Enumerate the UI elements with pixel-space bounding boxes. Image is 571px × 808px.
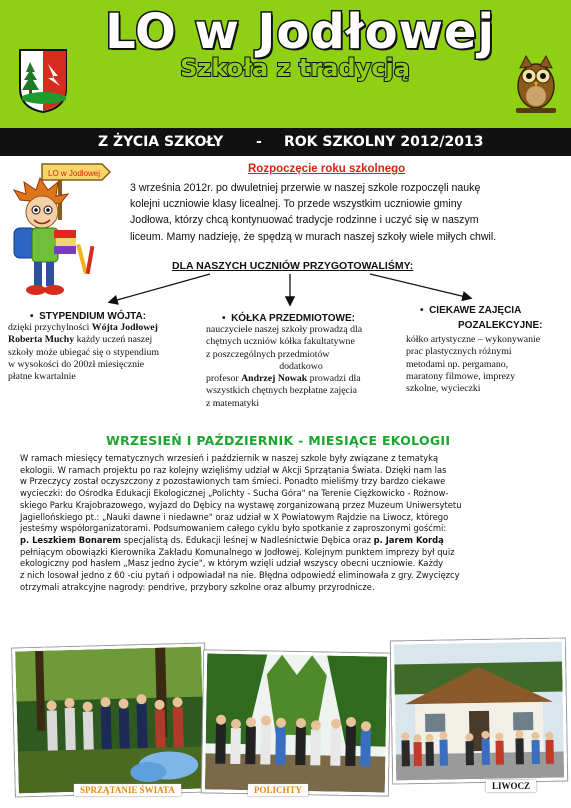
photo-forest-group-image [15,647,205,794]
offer-clubs-heading: • KÓŁKA PRZEDMIOTOWE: [222,313,355,324]
masthead-title: LO w Jodłowej [105,4,495,60]
photo-caption-liwocz: LIWOCZ [486,780,536,792]
photo-caption-cleanup: SPRZĄTANIE ŚWIATA [74,784,181,796]
body-line: 3 września 2012r. po dwuletniej przerwie w naszej szkole rozpoczęli naukę [130,182,481,194]
body-line: kolejni uczniowie klasy licealnej. To przede wszystkim uczniowie gminy [130,198,462,211]
section-banner [0,128,571,156]
banner-right-text: ROK SZKOLNY 2012/2013 [284,134,484,150]
coat-of-arms-icon [18,48,68,114]
body-line: Jodłowa, którzy chcą kontynuować tradycje rodzinne i uczyć się w naszym [130,214,479,227]
offer-heading: DLA NASZYCH UCZNIÓW PRZYGOTOWALIŚMY: [172,260,414,272]
owl-icon [512,52,560,114]
bullet-icon: • [420,305,430,316]
offer-stipend-heading: • STYPENDIUM WÓJTA: [30,311,147,322]
photo-world-cleanup [12,644,208,797]
photo-liwocz [391,638,567,783]
banner-left-text: Z ŻYCIA SZKOŁY [98,134,224,150]
photo-policht-group-image [205,653,387,792]
body-line: liceum. Mamy nadzieję, że spędzą w murach naszej szkoły wiele miłych chwil. [130,230,497,243]
photo-caption-policht: POLICHTY [248,784,308,796]
offer-activities-text: kółko artystyczne – wykonywanie prac plastycznych różnymi metodami np. pergamano, maratony filmowe, imprezy szkolne, wycieczki [406,334,541,395]
article-heading-ecology: WRZESIEŃ I PAŹDZIERNIK - MIESIĄCE EKOLOGII [106,433,451,448]
offer-stipend-text: dzięki przychylności Wójta Jodłowej Roberta Muchy każdy uczeń naszej szkoły może ubiegać się o stypendium w wysokości do 200zł miesięcznie płatne kwartalnie [8,322,160,383]
bullet-icon: • [30,311,40,322]
article-heading-school-year: Rozpoczęcie roku szkolnego [248,163,406,175]
photo-policht [202,650,390,795]
banner-dash: - [256,134,262,150]
masthead-subtitle: Szkoła z tradycją [180,54,410,82]
photo-liwocz-group-image [394,642,564,781]
bullet-icon: • [222,313,232,324]
article-body-ecology: W ramach miesięcy tematycznych wrzesień i październik w naszej szkole były związane z tematyką ekologii. W ramach projektu po raz kolejny wzięliśmy udział w Akcji Sprzątania Świata. Dzięki nam las w Przeczycy został oczyszczony z pozostawionych tam śmieci. Ponadto mieliśmy trzy bardzo ciekawe wycieczki: do Ośrodka Edukacji Ekologicznej „Polichty - Sucha Góra" na Terenie Ciężkowicko - Rożnow- skiego Parku Krajobrazowego, wyjazd do Dębicy na wystawę zorganizowaną przez Muzeum Uniwersytetu Jagiellońskiego pt.: „Nauki dawne i niedawne" oraz udział w X Powiatowym Rajdzie na Liwocz, którego jesteśmy współorganizatorami. Podsumowaniem całego cyklu było spotkanie z zaproszonymi gośćmi: p. Leszkiem Bonarem specjalistą ds. Edukacji leśnej w Nadleśnictwie Dębica oraz p. Jarem Kordą pełniącym obowiązki Kierownika Zakładu Komunalnego w Jodłowej. Kolejnym punktem imprezy był quiz ekologiczny pod hasłem „Masz jedno życie", w którym wzięli udział wszyscy obecni uczniowie. Każdy z nich losował jedno z 60 -ciu pytań i odpowiadał na nie. Błędna odpowiedź eliminowała z gry. Zwycięzcy otrzymali atrakcyjne nagrody: pendrive, przybory szkolne oraz albumy przyrodnicze. [20,453,462,592]
article-body-school-year [130,180,564,245]
offer-activities-heading: • CIEKAWE ZAJĘCIA POZALEKCYJNE: [420,305,543,331]
offer-clubs-text: nauczyciele naszej szkoły prowadzą dla chętnych uczniów kółka fakultatywne z poszczególnych przedmiotów dodatkowo profesor Andrzej Nowak prowadzi dla wszystkich chętnych bezpłatne zajęcia z matematyki [206,324,363,409]
signpost-text: LO w Jodłowej [48,169,101,178]
